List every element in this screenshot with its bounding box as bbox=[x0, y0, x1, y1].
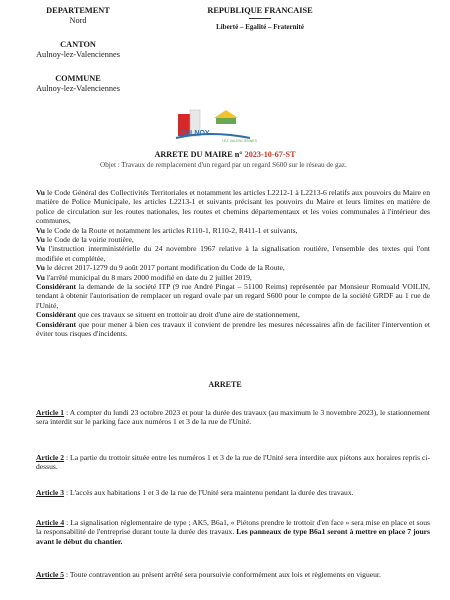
preamble bbox=[36, 188, 430, 339]
commune-value: Aulnoy-lez-Valenciennes bbox=[36, 84, 120, 93]
preamble-lead: Vu bbox=[36, 244, 46, 254]
header-left bbox=[18, 6, 138, 94]
canton-value: Aulnoy-lez-Valenciennes bbox=[36, 50, 120, 59]
article-emphasis: Les panneaux de type B6a1 seront à mettre en place 7 jours avant le début du chantier. bbox=[36, 527, 431, 546]
article-label: Article 1 bbox=[36, 408, 65, 417]
logo-subtext: LEZ VALENCIENNES bbox=[222, 139, 258, 143]
decree-number: 2023-10-67-ST bbox=[244, 150, 296, 159]
preamble-text: le décret 2017-1279 du 9 août 2017 portant modification du Code de la Route, bbox=[45, 263, 285, 273]
header-divider bbox=[249, 18, 271, 19]
preamble-item bbox=[36, 226, 430, 235]
decree-title bbox=[0, 150, 450, 159]
article-label: Article 4 bbox=[36, 518, 65, 527]
article-text: : La partie du trottoir située entre les numéros 1 et 3 de la rue de l'Unité sera interdite aux piétons aux horaires repris ci-dessus. bbox=[36, 453, 430, 472]
preamble-text: l'instruction interministérielle du 24 novembre 1967 relative à la signalisation routière, l'ensemble des textes qui l'ont modifiée et complétée, bbox=[36, 244, 430, 263]
article-2 bbox=[36, 453, 430, 472]
article-4 bbox=[36, 518, 430, 546]
preamble-lead: Vu bbox=[36, 272, 46, 282]
preamble-lead: Considérant bbox=[36, 319, 77, 329]
departement-label: DEPARTEMENT bbox=[46, 6, 110, 15]
article-label: Article 2 bbox=[36, 453, 65, 462]
decree-object: Objet : Travaux de remplacement d'un regard par un regard S600 sur le réseau de gaz. bbox=[100, 161, 347, 169]
preamble-item bbox=[36, 235, 430, 244]
logo-green-band bbox=[216, 118, 236, 124]
preamble-item bbox=[36, 310, 430, 319]
preamble-text: la demande de la société ITP (9 rue André Pingat – 51100 Reims) représentée par Monsieur Romuald VOILIN, tendant à obtenir l'autorisation de remplacer un regard ovale par un regard S600 pour le compte de la société GRDF au 1 rue de l'Unité, bbox=[36, 282, 430, 310]
preamble-lead: Considérant bbox=[36, 282, 77, 292]
commune-label: COMMUNE bbox=[55, 74, 101, 83]
logo-roof bbox=[214, 110, 238, 118]
article-1 bbox=[36, 408, 430, 427]
preamble-item bbox=[36, 320, 430, 339]
section-title: ARRETE bbox=[208, 380, 242, 389]
preamble-text: le Code de la Route et notamment les articles R110-1, R110-2, R411-1 et suivants, bbox=[45, 225, 298, 235]
preamble-item bbox=[36, 244, 430, 263]
preamble-item bbox=[36, 273, 430, 282]
preamble-text: que pour mener à bien ces travaux il convient de prendre les mesures nécessaires afin de faciliter l'intervention et éviter tous risques d'incidents. bbox=[36, 319, 430, 339]
header-right bbox=[200, 6, 320, 32]
canton-label: CANTON bbox=[60, 40, 96, 49]
preamble-item bbox=[36, 263, 430, 272]
logo-text: AULNOY bbox=[180, 130, 210, 137]
article-text: : A compter du lundi 23 octobre 2023 et pour la durée des travaux (au maximum le 3 novembre 2023), le stationnement sera interdit sur le parking face aux numéros 1 et 3 de la rue de l'Unité. bbox=[36, 408, 430, 427]
preamble-lead: Vu bbox=[36, 188, 46, 197]
town-logo bbox=[170, 108, 265, 148]
preamble-lead: Vu bbox=[36, 225, 46, 235]
preamble-lead: Vu bbox=[36, 263, 46, 273]
preamble-text: l'arrêté municipal du 8 mars 2000 modifié en date du 2 juillet 2019, bbox=[45, 272, 252, 282]
article-5 bbox=[36, 570, 430, 579]
preamble-item bbox=[36, 282, 430, 310]
preamble-lead: Considérant bbox=[36, 310, 77, 320]
preamble-text: le Code de la voirie routière, bbox=[45, 235, 134, 245]
preamble-lead: Vu bbox=[36, 235, 46, 245]
article-3 bbox=[36, 488, 430, 497]
departement-value: Nord bbox=[69, 16, 87, 25]
article-text: : La signalisation réglementaire de type ; AK5, B6a1, « Piétons prendre le trottoir d'en face » sera mise en place et sous la responsabilité de l'entreprise durant toute la durée des travaux. bbox=[36, 518, 431, 537]
article-label: Article 5 bbox=[36, 570, 65, 579]
republic-label: REPUBLIQUE FRANCAISE bbox=[207, 6, 313, 15]
article-text: : L'accès aux habitations 1 et 3 de la rue de l'Unité sera maintenu pendant la durée des travaux. bbox=[64, 488, 354, 497]
article-text: : Toute contravention au présent arrêté sera poursuivie conformément aux lois et règlements en vigueur. bbox=[64, 570, 381, 579]
article-label: Article 3 bbox=[36, 488, 65, 497]
preamble-text: que ces travaux se situent en trottoir au droit d'une aire de stationnement, bbox=[76, 310, 300, 320]
republic-motto: Liberté – Egalité – Fraternité bbox=[216, 23, 304, 31]
decree-title-prefix: ARRETE DU MAIRE n° bbox=[154, 150, 243, 159]
preamble-item bbox=[36, 188, 430, 226]
preamble-text: le Code Général des Collectivités Territoriales et notamment les articles L2212-1 à L2213-6 relatifs aux pouvoirs du Maire en matière de Police Municipale, les articles L2213-1 et suivants précisant les pouvoirs du Maire et leurs limites en matière de police de circulation sur les routes nationales, les routes et chemins départementaux et les voies communales à l'intérieur des communes, bbox=[36, 188, 430, 226]
